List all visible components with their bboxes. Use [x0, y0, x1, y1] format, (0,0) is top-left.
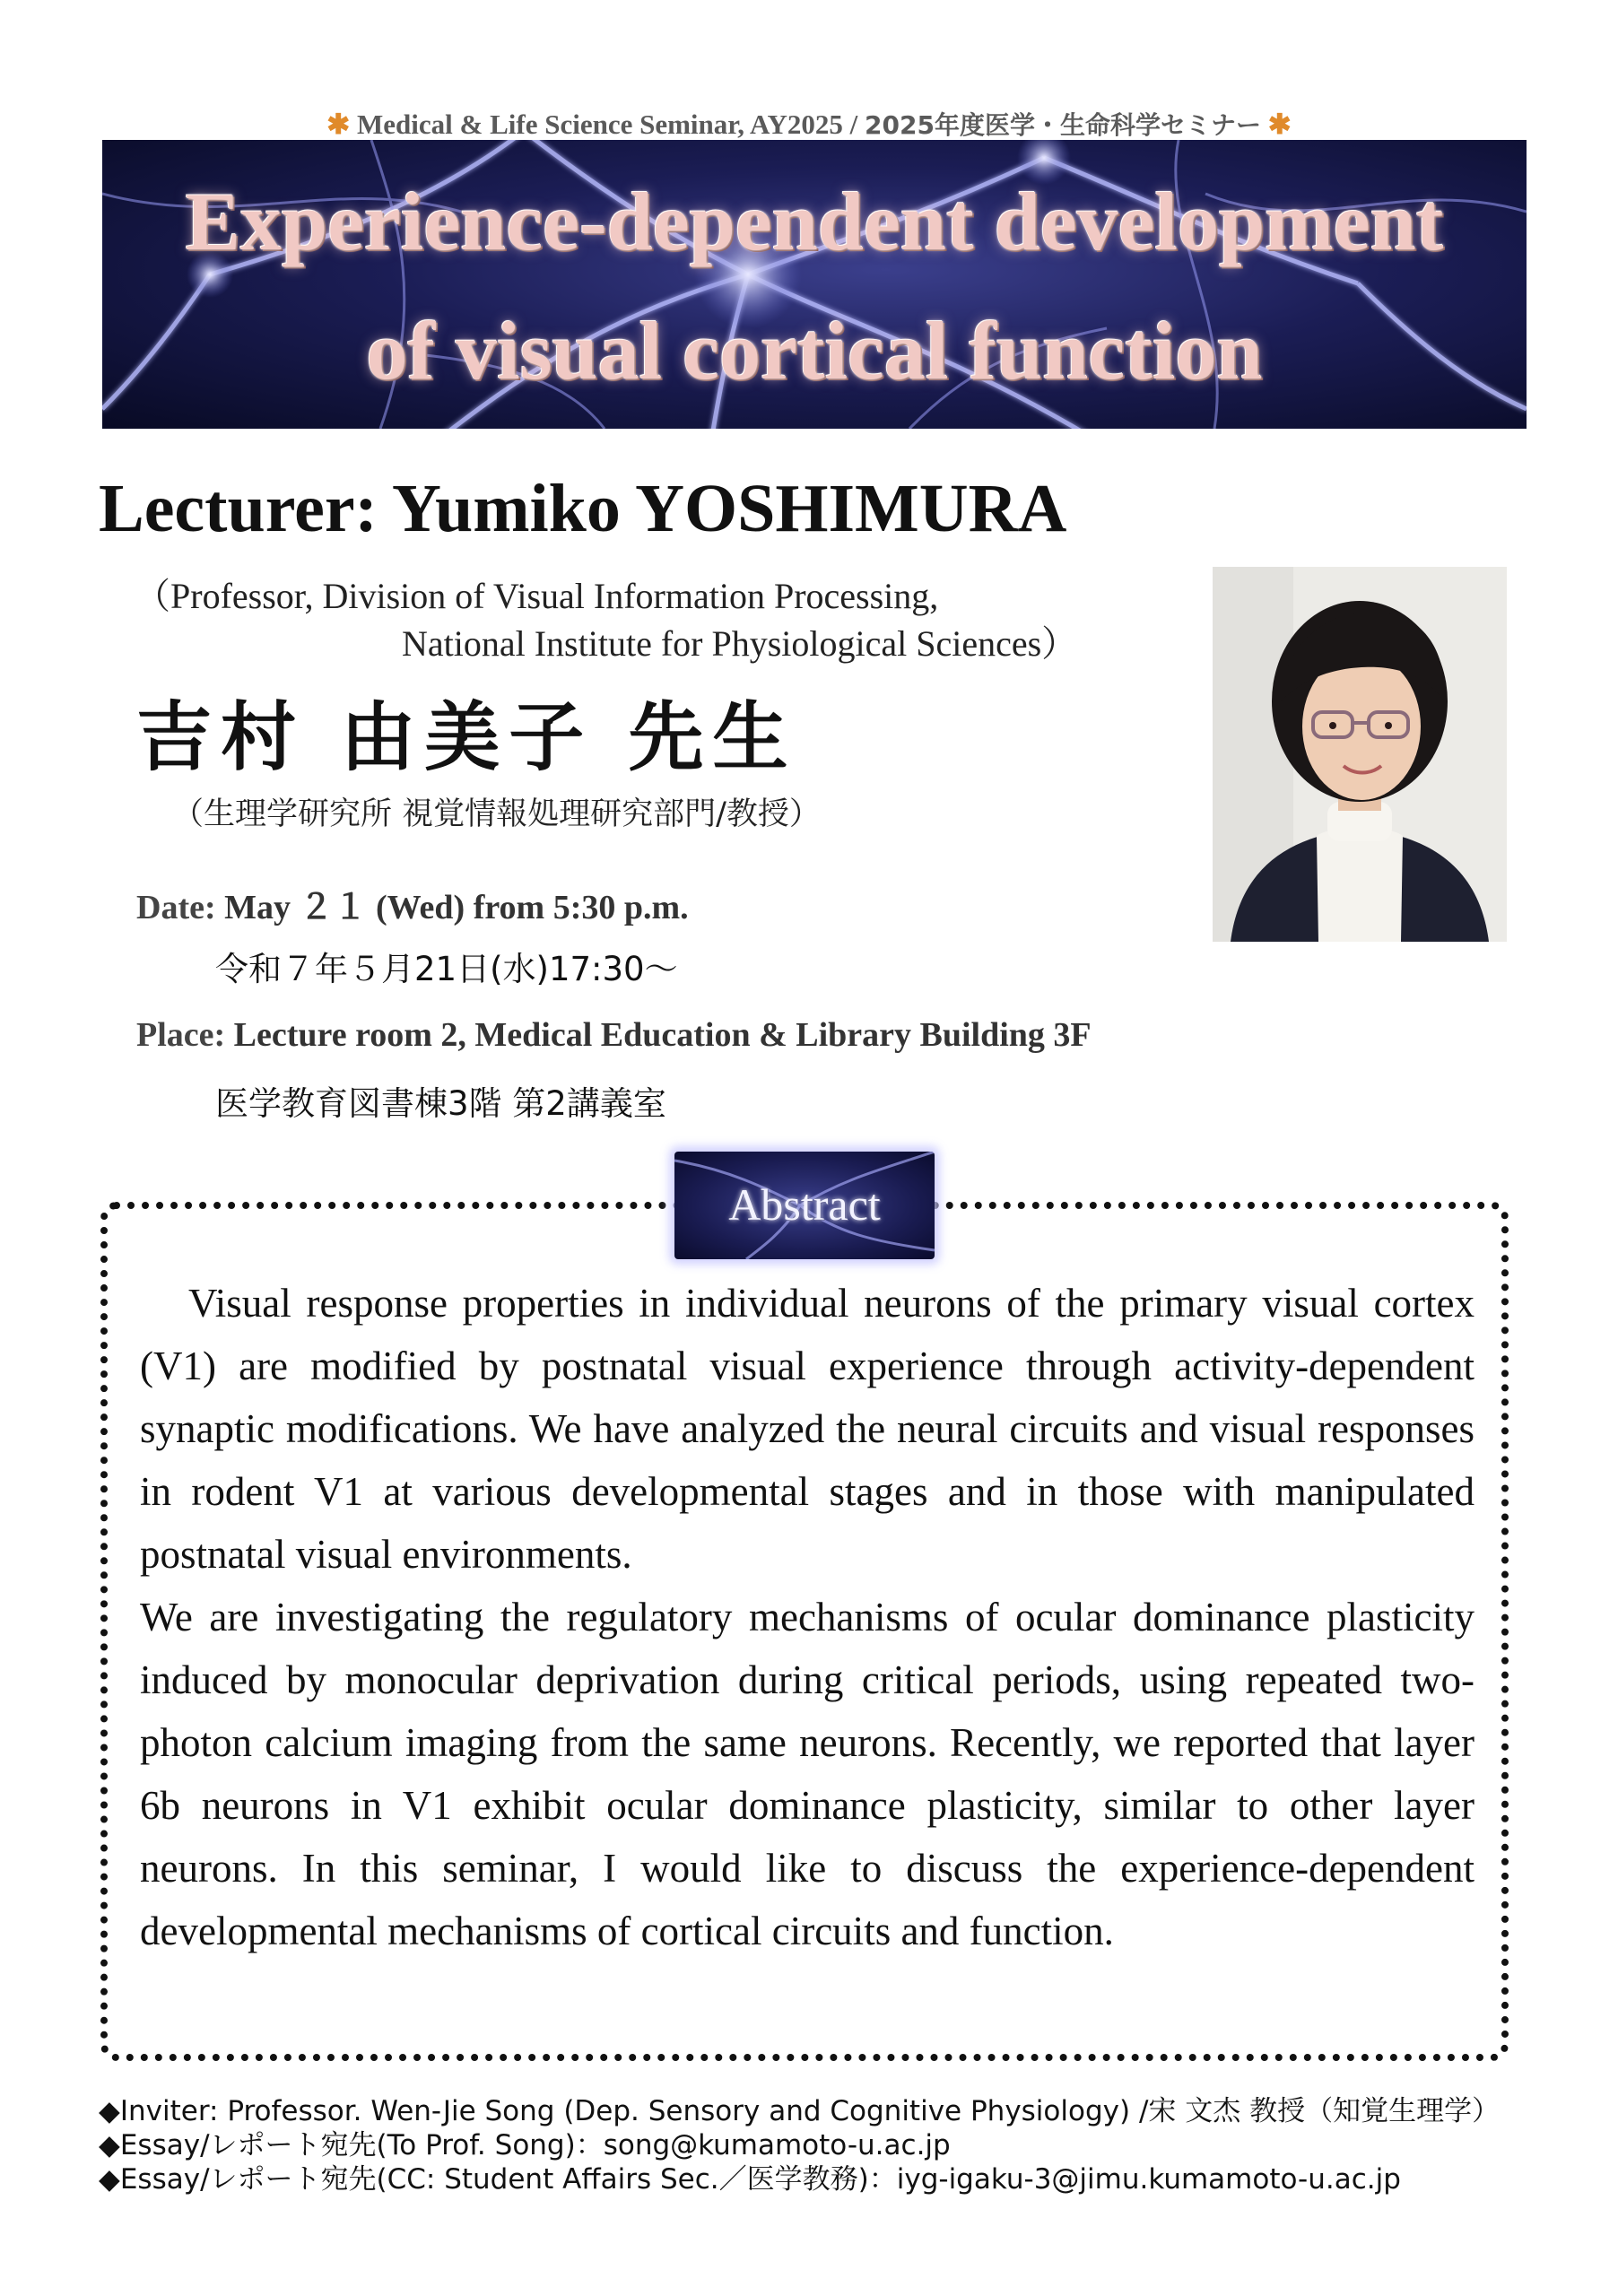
footer-essay-cc: ◆Essay/レポート宛先(CC: Student Affairs Sec.／医学教務)：iyg-igaku-3@jimu.kumamoto-u.ac.jp	[99, 2163, 1401, 2196]
series-title-en: Medical & Life Science Seminar, AY2025 /	[357, 109, 858, 140]
abstract-heading: Abstract	[728, 1179, 881, 1230]
abstract-text	[140, 1272, 1474, 1962]
lecturer-name-jp: 吉村 由美子 先生	[136, 693, 797, 781]
lecturer-photo	[1213, 567, 1507, 942]
title-line-1: Experience-dependent development	[185, 176, 1444, 267]
title-line-2: of visual cortical function	[366, 305, 1263, 396]
place-line	[136, 1015, 1092, 1055]
lecturer-affiliation-line-1: （Professor, Division of Visual Information Processing,	[135, 576, 939, 616]
footer-inviter: ◆Inviter: Professor. Wen-Jie Song (Dep. Sensory and Cognitive Physiology) /宋 文杰 教授（知覚生理学）	[99, 2095, 1501, 2127]
asterisk-icon: ✱	[326, 109, 351, 140]
date-value-jp: 令和７年５月21日(水)17:30〜	[215, 950, 678, 988]
lecturer-affiliation-line-2: National Institute for Physiological Sciences）	[402, 623, 1078, 664]
place-value: Lecture room 2, Medical Education & Library Building 3F	[233, 1016, 1092, 1054]
footer-essay-to: ◆Essay/レポート宛先(To Prof. Song)：song@kumamoto-u.ac.jp	[99, 2129, 951, 2161]
abstract-paragraph-1: Visual response properties in individual neurons of the primary visual cortex (V1) are modified by postnatal visual experience through activity-dependent synaptic modifications. We have analyzed the neural circuits and visual responses in rodent V1 at various developmental stages and in those with manipulated postnatal visual environments.	[140, 1281, 1474, 1577]
date-value: May ２１ (Wed) from 5:30 p.m.	[224, 889, 689, 926]
series-title-jp: 2025年度医学・生命科学セミナー	[865, 110, 1261, 140]
title-banner	[102, 140, 1527, 429]
seminar-series-line	[0, 106, 1618, 142]
abstract-heading-badge	[674, 1152, 935, 1259]
place-value-jp: 医学教育図書棟3階 第2講義室	[215, 1084, 666, 1123]
date-label: Date:	[136, 889, 216, 926]
lecturer-affiliation-jp: （生理学研究所 視覚情報処理研究部門/教授）	[172, 796, 821, 832]
date-line	[136, 879, 689, 928]
place-label: Place:	[136, 1016, 226, 1054]
lecturer-name-en: Lecturer: Yumiko YOSHIMURA	[99, 471, 1067, 546]
abstract-paragraph-2: We are investigating the regulatory mechanisms of ocular dominance plasticity induced by monocular deprivation during critical periods, using repeated two-photon calcium imaging from the same neurons. Recently, we reported that layer 6b neurons in V1 exhibit ocular dominance plasticity, similar to other layer neurons. In this seminar, I would like to discuss the experience-dependent developmental mechanisms of cortical circuits and function.	[140, 1595, 1474, 1953]
asterisk-icon: ✱	[1267, 109, 1292, 140]
